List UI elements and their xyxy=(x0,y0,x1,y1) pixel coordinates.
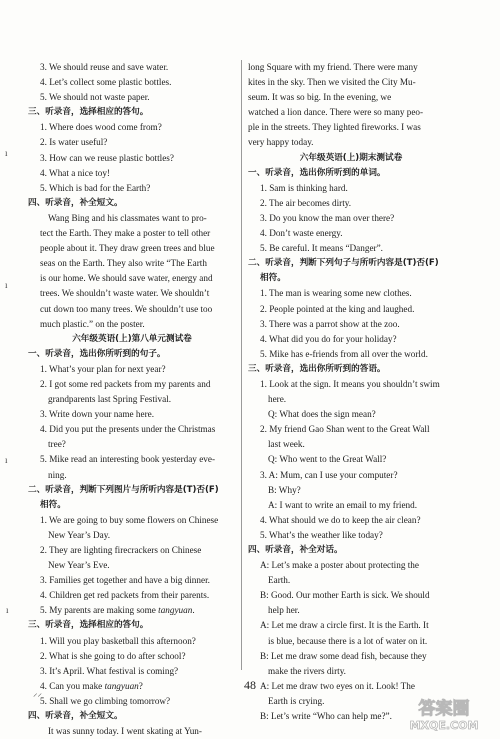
text-line: 4. Let’s collect some plastic bottles. xyxy=(40,77,172,88)
text-line: ple in the streets. They lighted fireworks. I was xyxy=(248,122,421,133)
section-heading: 四、听录音，补全短文。 xyxy=(28,711,123,722)
text-line: 3. Write down your name here. xyxy=(40,409,155,420)
text-line: 3. Families get together and have a big dinner. xyxy=(40,575,210,586)
text-line: kites in the sky. Then we visited the City Mu- xyxy=(248,77,416,88)
text-line: ning. xyxy=(48,469,67,480)
text-line: people about it. They draw green trees and blue xyxy=(40,243,215,254)
section-heading: 一、听录音，选出你所听到的句子。 xyxy=(28,348,166,359)
text-line xyxy=(28,603,236,618)
text-fragment: 5. My parents are making some xyxy=(40,605,159,616)
dialog-line: B: Let me draw some dead fish, because they xyxy=(260,650,427,661)
dialog-line: Earth is crying. xyxy=(268,695,325,706)
text-line: 1. We are going to buy some flowers on Chinese xyxy=(40,514,219,525)
text-line: 3. A: Mum, can I use your computer? xyxy=(260,469,398,480)
text-line: New Year’s Day. xyxy=(48,529,111,540)
dialog-line: B: Let’s write “Who can help me?”. xyxy=(260,711,392,722)
text-fragment: 4. Can you make xyxy=(40,680,105,691)
text-line: 3. It’s April. What festival is coming? xyxy=(40,665,179,676)
text-line: 5. Be careful. It means “Danger”. xyxy=(260,243,383,254)
text-line: 5. What’s the weather like today? xyxy=(260,529,383,540)
margin-mark: ı xyxy=(5,280,8,290)
text-line: trees. We shouldn’t waste water. We shouldn’t xyxy=(40,288,210,299)
section-heading: 二、听录音，判断下列句子与所听内容是(T)否(F) xyxy=(248,258,439,269)
text-line: 3. There was a parrot show at the zoo. xyxy=(260,318,400,329)
dialog-line: is blue, because there is a lot of water on it. xyxy=(268,635,428,646)
text-line: 5. Mike read an interesting book yesterday eve- xyxy=(40,454,216,465)
text-line: New Year’s Eve. xyxy=(48,560,110,571)
text-line: last week. xyxy=(268,439,305,450)
text-line: tree? xyxy=(48,439,66,450)
text-line: 1. Sam is thinking hard. xyxy=(260,182,348,193)
text-line: 4. Don’t waste energy. xyxy=(260,228,343,239)
text-line: much plastic.” on the poster. xyxy=(40,318,145,329)
section-heading-cont: 相符。 xyxy=(260,273,286,284)
text-line: seas on the Earth. They also write “The Earth xyxy=(40,258,207,269)
section-heading: 一、听录音，选出你所听到的单词。 xyxy=(248,167,386,178)
text-line: Wang Bing and his classmates want to pro- xyxy=(48,212,207,223)
italic-word: tangyuan xyxy=(158,605,193,616)
text-line: long Square with my friend. There were many xyxy=(248,62,418,72)
text-line: 4. Did you put the presents under the Christmas xyxy=(40,424,216,435)
text-line: seum. It was so big. In the evening, we xyxy=(248,92,392,103)
section-heading: 三、听录音，选择相应的答句。 xyxy=(28,620,149,631)
text-line: 5. Shall we go climbing tomorrow? xyxy=(40,695,171,706)
text-line: very happy today. xyxy=(248,137,314,148)
text-line: 1. Where does wood come from? xyxy=(40,122,162,133)
scribble-mark: ⸝⸝ xyxy=(33,688,43,698)
section-heading: 四、听录音，补全对话。 xyxy=(248,545,343,555)
text-line: is our home. We should save water, energy and xyxy=(40,273,213,284)
page-number: 48 xyxy=(244,678,256,692)
right-column xyxy=(248,60,454,724)
dialog-line: B: Good. Our mother Earth is sick. We should xyxy=(260,590,430,601)
margin-mark: ı xyxy=(5,455,8,465)
margin-mark: ı xyxy=(6,605,9,615)
text-fragment: . xyxy=(192,605,195,616)
text-line: A: I want to write an email to my friend. xyxy=(268,499,418,510)
watermark-top-text: 答案圈 xyxy=(418,699,470,719)
dialog-line: Earth. xyxy=(268,575,291,586)
text-line: 3. Do you know the man over there? xyxy=(260,212,395,223)
margin-mark: ı xyxy=(5,148,8,158)
section-heading: 三、听录音，选出你所听到的答语。 xyxy=(248,363,386,374)
text-line: 5. Which is bad for the Earth? xyxy=(40,182,151,193)
text-line: Q: Who went to the Great Wall? xyxy=(268,454,387,465)
dialog-line: make the rivers dirty. xyxy=(268,665,346,676)
dialog-line: A: Let me draw a circle first. It is the Earth. It xyxy=(260,620,429,631)
text-line: here. xyxy=(268,394,287,405)
section-heading: 三、听录音，选择相应的答句。 xyxy=(28,107,149,118)
text-fragment: ? xyxy=(138,680,143,691)
text-line: 2. Is water useful? xyxy=(40,137,108,148)
section-heading-cont: 相符。 xyxy=(40,499,66,510)
text-line: 2. I got some red packets from my parents and xyxy=(40,378,211,389)
watermark-bottom-text: MXQE.COM xyxy=(409,719,479,732)
text-line: 2. The air becomes dirty. xyxy=(260,197,352,208)
text-line: 1. Look at the sign. It means you shouldn’t swim xyxy=(260,378,440,389)
text-line: 5. Mike has e-friends from all over the world. xyxy=(260,348,428,359)
italic-word: tangyuan xyxy=(104,680,139,691)
dialog-line: A: Let me draw two eyes on it. Look! The xyxy=(260,680,415,691)
text-line: tect the Earth. They make a poster to tell other xyxy=(40,228,211,239)
text-line: 2. People pointed at the king and laughed. xyxy=(260,303,415,314)
watermark-logo xyxy=(392,694,496,734)
left-column xyxy=(28,60,236,739)
text-line: grandparents last Spring Festival. xyxy=(48,394,171,405)
text-line: 1. The man is wearing some new clothes. xyxy=(260,288,412,299)
text-line: 3. How can we reuse plastic bottles? xyxy=(40,152,174,163)
text-line: B: Why? xyxy=(268,484,301,495)
text-line: 5. We should not waste paper. xyxy=(40,92,150,103)
text-line: Q: What does the sign mean? xyxy=(268,409,376,420)
text-line: 2. My friend Gao Shan went to the Great Wall xyxy=(260,424,430,435)
text-line: 4. What should we do to keep the air clean? xyxy=(260,514,421,525)
section-heading: 四、听录音，补全短文。 xyxy=(28,197,123,208)
dialog-line: A: Let’s make a poster about protecting the xyxy=(260,560,419,571)
section-heading: 二、听录音，判断下列图片与所听内容是(T)否(F) xyxy=(28,484,219,495)
text-line: 2. They are lighting firecrackers on Chinese xyxy=(40,545,202,555)
text-line: 1. What’s your plan for next year? xyxy=(40,363,166,374)
column-divider xyxy=(241,60,242,670)
text-line: It was sunny today. I went skating at Yun- xyxy=(48,726,202,737)
test-title: 六年级英语(上)期末测试卷 xyxy=(299,152,403,163)
dialog-line: help her. xyxy=(268,605,300,616)
text-line: 4. Children get red packets from their parents. xyxy=(40,590,210,601)
text-line: 4. What did you do for your holiday? xyxy=(260,333,397,344)
text-line: 3. We should reuse and save water. xyxy=(40,62,169,72)
text-line: 1. Will you play basketball this afternoon? xyxy=(40,635,196,646)
test-title: 六年级英语(上)第八单元测试卷 xyxy=(72,333,192,344)
text-line: 2. What is she going to do after school? xyxy=(40,650,186,661)
text-line: cut down too many trees. We shouldn’t use too xyxy=(40,303,213,314)
text-line: 4. What a nice toy! xyxy=(40,167,110,178)
text-line: watched a lion dance. There were so many peo- xyxy=(248,107,424,118)
